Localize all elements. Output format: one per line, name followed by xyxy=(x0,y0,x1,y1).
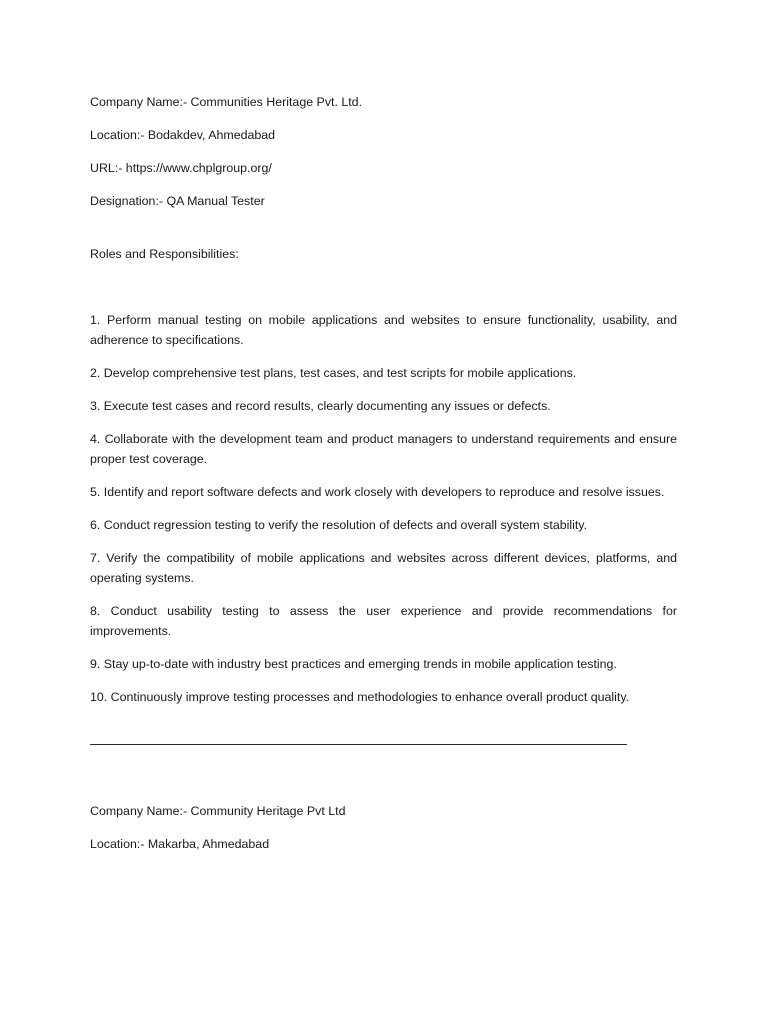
responsibility-item: 10. Continuously improve testing processes and methodologies to enhance overall product quality. xyxy=(90,690,630,704)
url: URL:- https://www.chplgroup.org/ xyxy=(90,161,272,175)
responsibility-item: 3. Execute test cases and record results, clearly documenting any issues or defects. xyxy=(90,399,551,413)
responsibilities-list xyxy=(90,310,677,707)
responsibility-item: 6. Conduct regression testing to verify the resolution of defects and overall system stability. xyxy=(90,518,588,532)
responsibility-item: 7. Verify the compatibility of mobile applications and websites across different devices, platforms, and operating systems. xyxy=(90,551,677,585)
document-page xyxy=(90,92,677,867)
company-name: Company Name:- Communities Heritage Pvt. Ltd. xyxy=(90,95,363,109)
responsibility-item: 5. Identify and report software defects and work closely with developers to reproduce and resolve issues. xyxy=(90,485,665,499)
responsibility-item: 8. Conduct usability testing to assess the user experience and provide recommendations for improvements. xyxy=(90,604,677,638)
responsibility-item: 4. Collaborate with the development team and product managers to understand requirements and ensure proper test coverage. xyxy=(90,432,677,466)
responsibility-item: 2. Develop comprehensive test plans, test cases, and test scripts for mobile applications. xyxy=(90,366,577,380)
company-name-2: Company Name:- Community Heritage Pvt Ltd xyxy=(90,804,346,818)
location-2: Location:- Makarba, Ahmedabad xyxy=(90,837,270,851)
location: Location:- Bodakdev, Ahmedabad xyxy=(90,128,276,142)
separator-line xyxy=(90,744,627,745)
second-posting xyxy=(90,801,677,854)
responsibility-item: 9. Stay up-to-date with industry best practices and emerging trends in mobile application testing. xyxy=(90,657,617,671)
designation: Designation:- QA Manual Tester xyxy=(90,194,265,208)
responsibility-item: 1. Perform manual testing on mobile applications and websites to ensure functionality, usability, and adherence to specifications. xyxy=(90,313,677,347)
roles-heading: Roles and Responsibilities: xyxy=(90,247,239,261)
